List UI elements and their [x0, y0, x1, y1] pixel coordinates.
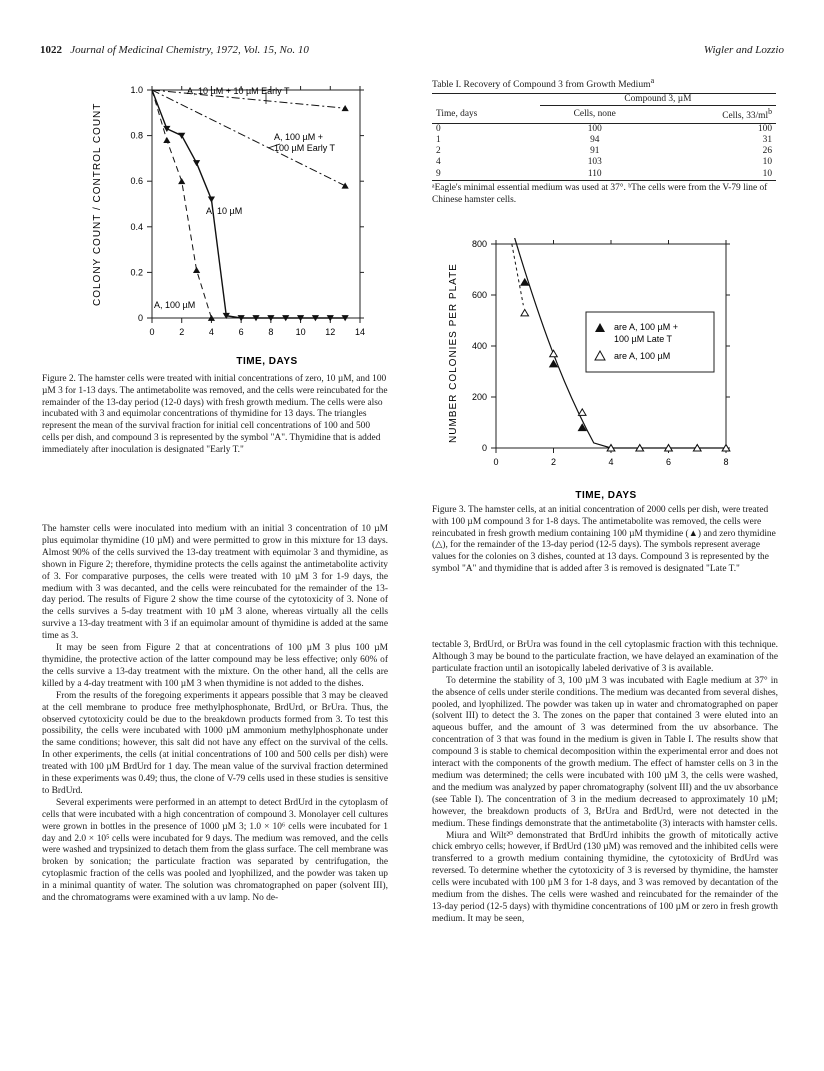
table-1-grid	[432, 94, 776, 180]
x-tick-label: 12	[325, 327, 336, 337]
table-row	[432, 169, 776, 180]
figure-2-chart	[90, 76, 390, 372]
table-row	[432, 157, 776, 168]
table-cell-time: 4	[436, 157, 441, 168]
data-point-marker	[178, 133, 185, 139]
table-cell-none: 103	[587, 157, 602, 168]
x-tick-label: 4	[208, 327, 214, 337]
x-tick-label: 6	[665, 457, 672, 467]
paragraph: Miura and Wilt²⁰ demonstrated that BrdUrd inhibits the growth of mitotically active chick embryo cells; however, if BrdUrd (130 µM) was removed and the inhibited cells were transferred to a growth medium containing thymidine, the cytotoxicity of BrdUrd was reversed. To determine whether the cytotoxicity of 3 is reversed by thymidine, the hamster cells were incubated with 100 µM 3 for 1-8 days, and 3 was removed by decantation of the medium from the dishes. The cells were washed and reincubated for the remainder of the 13-day period (12-5 days) with thymidine concentrations of 100 µM or zero in fresh growth medium. It may be seen,	[432, 830, 778, 924]
y-tick-label: 0.2	[130, 267, 143, 278]
table-cell-none: 94	[590, 134, 600, 145]
data-point-marker	[208, 197, 215, 203]
table-cell-cells: 10	[762, 157, 772, 168]
figure-2-annotation-a100-early-line1: A, 100 µM +	[274, 132, 323, 142]
table-1	[432, 76, 776, 206]
figure-2-caption: Figure 2. The hamster cells were treated with initial concentrations of zero, 10 µM, and 100 µM 3 for 1-13 days. The antimetabolite was removed, and the cells were reincubated for the remainder of the 13-day period (12-0 days) with fresh growth medium. The cells were also incubated with 3 and equimolar concentrations of thymidine for 13 days. The triangles represent the mean of the survival fraction for initial cell concentrations of 100 and 500 cells per dish, and compound 3 is represented by the symbol "A". Thymidine that is added immediately after inoculation is designated "Early T."	[42, 374, 388, 455]
table-row	[432, 135, 776, 146]
paragraph: Several experiments were performed in an attempt to detect BrdUrd in the cytoplasm of cells that were incubated with a high concentration of compound 3. Monolayer cell cultures were grown in bottles in the presence of 1000 µM 3; 1.0 × 10⁶ cells were incubated for 1 day and 2.0 × 10⁵ cells were incubated for 9 days. The medium was removed, and the cells were washed and trypsinized to detach them from the glass surface. The cell membrane was broken by sonication; the particulate fraction was separated by centrifugation, the cytoplasmic fraction of the cells was pooled and lyophilized, and the powder was taken up in a minimal quantity of water. The solution was chromatographed on paper (solvent III), and the chromatograms were examined with a uv lamp. No de-	[42, 797, 388, 904]
table-1-footnote: ᵃEagle's minimal essential medium was used at 37°. ᵇThe cells were from the V-79 line of Chinese hamster cells.	[432, 182, 768, 205]
data-point-marker	[578, 409, 586, 415]
x-tick-label: 2	[550, 457, 557, 467]
paragraph: From the results of the foregoing experiments it appears possible that 3 may be cleaved at the cell membrane to produce free methylphosphonate, BrdUrd, or BrUra. Thus, the observed cytotoxicity could be due to the breakdown products formed from 3. To test this possibility, the cells were incubated with 1000 µM ammonium methylphosphonate under the same conditions; however, this salt did not have any effect on the survival of the cells. In other experiments, the cells (at initial concentrations of 100 and 500 cells per dish) were treated with 100 µM BrdUrd for 1 day. The mean value of the survival fraction determined in these experiments was 0.49; thus, the clone of V-79 cells used in these studies is sensitive to BrdUrd.	[42, 690, 388, 796]
figure-3-ylabel: NUMBER COLONIES PER PLATE	[448, 263, 459, 443]
y-tick-label: 0	[137, 313, 143, 323]
table-cell-time: 0	[436, 123, 441, 134]
data-point-marker	[342, 105, 349, 111]
figure-2-annotation-a100-early-line2: 100 µM Early T	[274, 143, 336, 153]
table-1-title: Table I. Recovery of Compound 3 from Growth Medium$^a$	[432, 76, 655, 91]
y-tick-label: 200	[471, 392, 487, 402]
paragraph: It may be seen from Figure 2 that at concentrations of 100 µM 3 plus 100 µM thymidine, the protective action of the latter compound may be less effective; only 60% of the cells survive a 13-day treatment with the mixture. On the other hand, all the cells are killed by a 4-day treatment with 100 µM 3 when thymidine is not added to the dishes.	[42, 643, 388, 689]
table-1-col-none: Cells, none	[573, 108, 616, 119]
data-point-marker	[550, 350, 558, 356]
figure-2-annotation-a10: A, 10 µM	[206, 206, 243, 216]
figure-3-legend-filled-line1: are A, 100 µM +	[614, 322, 678, 332]
paragraph: To determine the stability of 3, 100 µM 3 was incubated with Eagle medium at 37° in the absence of cells under sterile conditions. The medium was decanted from several dishes, pooled, and lyophilized. The powder was taken up in water and chromatographed on paper (solvent III) to detect the 3. The zones on the paper that contained 3 were eluted into an aqueous buffer, and the amount of 3 was determined from the uv absorbance. The concentration of 3 that was found in the medium is given in Table I. The results show that compound 3 is stable to chemical decomposition within the experimental error and does not interact with the components of the growth medium. The effect of hamster cells on 3 in the medium was determined; the cells were incubated with 100 µM 3, the cells were washed, and the medium was analyzed by paper chromatography (solvent III) and the uv absorbance (see Table I). The concentration of 3 in the medium decreased to approximately 10 µM; however, the breakdown products of 3, BrUra and BrdUrd, were not detected in the medium. These findings demonstrate that the antimetabolite (3) interacts with hamster cells.	[432, 675, 778, 829]
y-tick-label: 0	[481, 443, 487, 453]
running-head-left	[40, 44, 309, 56]
table-cell-time: 9	[436, 168, 441, 179]
table-cell-none: 110	[587, 168, 602, 179]
figure-2-ylabel: COLONY COUNT / CONTROL COUNT	[92, 102, 103, 306]
table-cell-none: 100	[587, 123, 602, 134]
dashed-extrapolation	[512, 244, 524, 305]
figure-3-chart	[438, 238, 738, 504]
data-point-marker	[193, 160, 200, 166]
y-tick-label: 400	[471, 341, 487, 351]
journal-citation: Journal of Medicinal Chemistry, 1972, Vol. 15, No. 10	[70, 44, 309, 56]
table-1-group-header: Compound 3, µM	[540, 94, 776, 106]
y-tick-label: 1.0	[130, 85, 143, 95]
table-cell-cells: 10	[762, 168, 772, 179]
body-text-left-column	[42, 524, 388, 905]
data-point-marker	[178, 178, 185, 184]
table-1-col-time: Time, days	[436, 108, 478, 119]
figure-2-annotation-a10-early: A, 10 µM + 10 µM Early T	[187, 86, 290, 96]
table-row	[432, 146, 776, 157]
data-point-marker	[342, 183, 349, 189]
x-tick-label: 10	[295, 327, 306, 337]
table-row	[432, 123, 776, 135]
table-cell-cells: 31	[762, 134, 772, 145]
y-tick-label: 800	[471, 239, 487, 249]
x-tick-label: 2	[179, 327, 185, 337]
y-tick-label: 0.6	[130, 176, 143, 187]
x-tick-label: 8	[723, 457, 729, 467]
x-tick-label: 0	[149, 327, 155, 337]
series-line-3	[152, 90, 211, 318]
running-head-authors: Wigler and Lozzio	[703, 44, 784, 56]
table-cell-cells: 100	[757, 123, 772, 134]
paragraph: tectable 3, BrdUrd, or BrUra was found in the cell cytoplasmic fraction with this technique. Although 3 may be bound to the particulate fraction, we have delayed an examination of the particulate fraction until an isotopically labeled derivative of 3 is available.	[432, 640, 778, 674]
table-1-body	[432, 123, 776, 180]
figure-3-legend-filled-line2: 100 µM Late T	[614, 334, 673, 344]
data-point-marker	[521, 309, 529, 315]
series-line-2	[152, 90, 345, 318]
paragraph: The hamster cells were inoculated into medium with an initial 3 concentration of 10 µM plus equimolar thymidine (10 µM) and were permitted to grow in this mixture for 13 days. Almost 90% of the cells survived the 13-day treatment with equimolar 3 and thymidine, as shown in Figure 2; therefore, thymidine protects the cells against the antimetabolite activity of 3. For comparative purposes, the cells were treated with 10 µM 3 for 1-9 days, the medium with 3 was decanted, and the cells were reincubated for the remainder of the 13-day period. The results of Figure 2 show the time course of the cytotoxicity of 3. None of the cells survives a 5-day treatment with 10 µM 3 alone, whereas virtually all the cells survive a 13-day treatment with 3 if an equimolar amount of thymidine is added at the same time as 3.	[42, 524, 388, 642]
table-cell-time: 2	[436, 146, 441, 157]
figure-2-annotation-a100: A, 100 µM	[154, 300, 196, 310]
table-1-col-cells: Cells, $33/ml^b$	[722, 107, 772, 122]
figure-3-xlabel: TIME, DAYS	[575, 490, 637, 501]
body-text-right-column	[432, 640, 778, 926]
y-tick-label: 600	[471, 290, 487, 300]
y-tick-label: 0.4	[130, 221, 143, 232]
y-tick-label: 0.8	[130, 130, 143, 141]
figure-2-xlabel: TIME, DAYS	[236, 356, 298, 367]
x-tick-label: 0	[493, 457, 499, 467]
figure-3-legend-open: are A, 100 µM	[614, 351, 671, 361]
table-cell-none: 91	[590, 146, 600, 157]
plot-frame	[152, 90, 360, 318]
table-cell-time: 1	[436, 134, 441, 145]
x-tick-label: 4	[608, 457, 614, 467]
table-cell-cells: 26	[762, 146, 772, 157]
data-point-marker	[163, 137, 170, 143]
figure-3-caption: Figure 3. The hamster cells, at an initial concentration of 2000 cells per dish, were treated with 100 µM compound 3 for 1-8 days. The antimetabolite was removed, the cells were reincubated in fresh growth medium containing 100 µM thymidine (▲) and zero thymidine (△), for the remainder of the 13-day period (12-5 days). The symbols represent average values for the colonies on 3 dishes, counted at 13 days. Compound 3 is represented by the symbol "A" and thymidine that is added after 3 is removed is designated "Late T."	[432, 505, 776, 574]
x-tick-label: 14	[354, 327, 366, 337]
x-tick-label: 8	[268, 327, 274, 337]
data-point-marker	[193, 267, 200, 273]
page-number: 1022	[40, 44, 62, 56]
x-tick-label: 6	[238, 327, 244, 337]
